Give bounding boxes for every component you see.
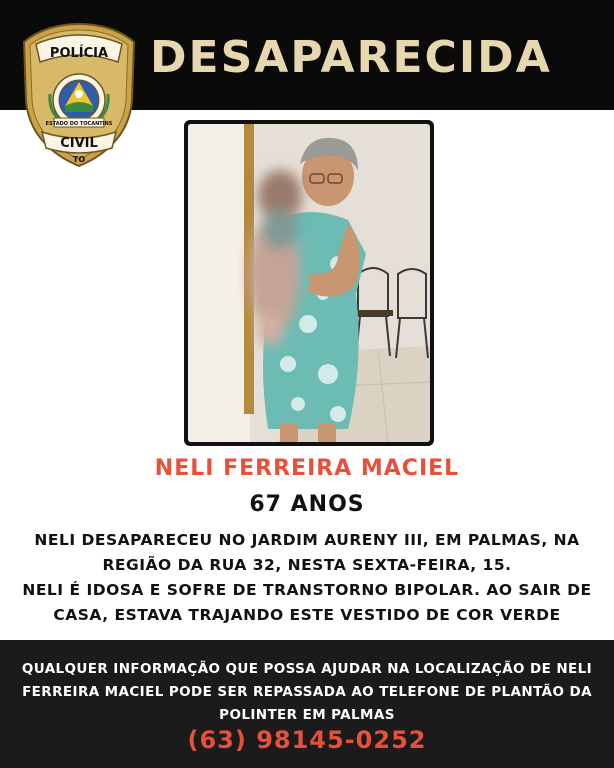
badge-seal-text: ESTADO DO TOCANTINS — [45, 121, 113, 127]
contact-line: FERREIRA MACIEL PODE SER REPASSADA AO TELEFONE DE PLANTÃO DA — [22, 684, 592, 700]
description-line: NELI DESAPARECEU NO JARDIM AURENY III, EM PALMAS, NA — [34, 531, 580, 549]
description-line: REGIÃO DA RUA 32, NESTA SEXTA-FEIRA, 15. — [102, 556, 512, 574]
badge-top-text: POLÍCIA — [49, 46, 109, 61]
description-line: CASA, ESTAVA TRAJANDO ESTE VESTIDO DE COR VERDE — [53, 606, 561, 624]
contact-line: POLINTER EM PALMAS — [219, 707, 395, 723]
missing-person-photo — [184, 120, 434, 446]
police-badge-icon — [20, 20, 138, 170]
person-name: NELI FERREIRA MACIEL — [154, 456, 460, 481]
footer-bar — [0, 640, 614, 768]
badge-bottom-text: CIVIL — [60, 136, 98, 151]
page-title: DESAPARECIDA — [150, 32, 552, 83]
contact-line: QUALQUER INFORMAÇÃO QUE POSSA AJUDAR NA LOCALIZAÇÃO DE NELI — [21, 661, 593, 677]
badge-state-text: TO — [72, 155, 86, 164]
description — [20, 528, 594, 628]
description-line: NELI É IDOSA E SOFRE DE TRANSTORNO BIPOLAR. AO SAIR DE — [22, 581, 592, 599]
contact-info — [8, 658, 606, 727]
person-age: 67 ANOS — [249, 492, 365, 517]
phone-number: (63) 98145-0252 — [187, 726, 427, 754]
